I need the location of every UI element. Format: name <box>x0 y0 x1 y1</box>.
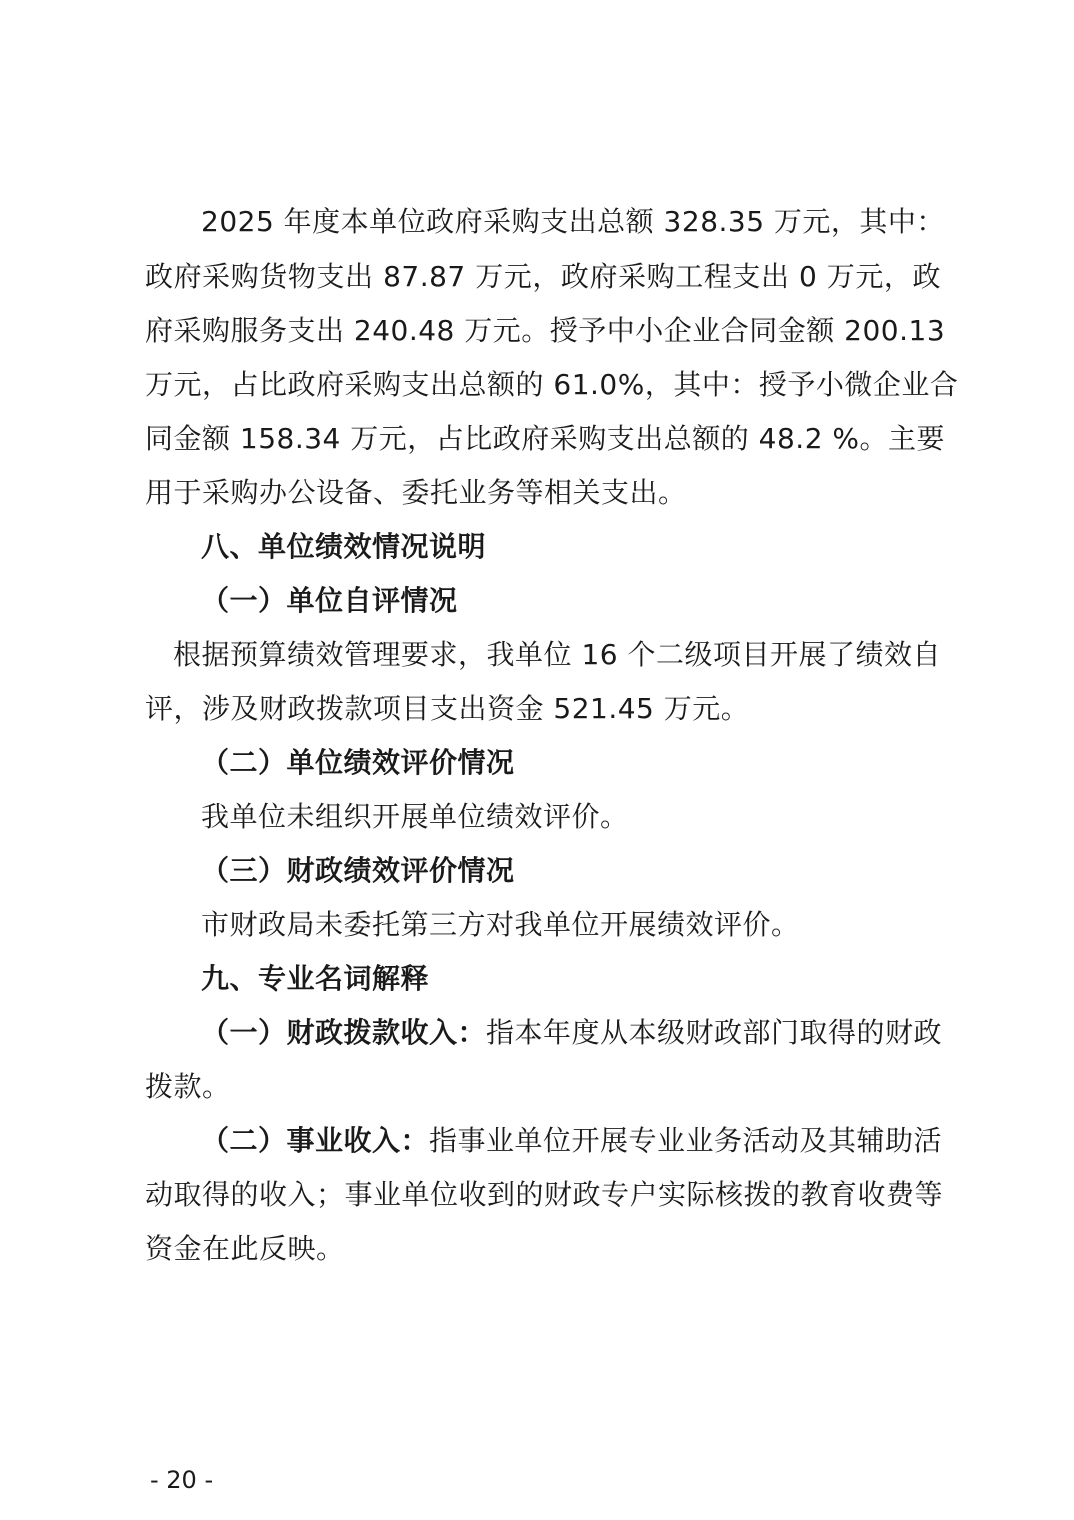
paragraph-line: 根据预算绩效管理要求，我单位 16 个二级项目开展了绩效自 <box>173 638 941 671</box>
paragraph-line: 府采购服务支出 240.48 万元。授予中小企业合同金额 200.13 <box>145 314 946 347</box>
paragraph-line: 政府采购货物支出 87.87 万元，政府采购工程支出 0 万元，政 <box>145 260 941 293</box>
term-label: （一）财政拨款收入： <box>201 1016 487 1049</box>
paragraph-line: 动取得的收入；事业单位收到的财政专户实际核拨的教育收费等 <box>145 1178 944 1211</box>
paragraph-line: 拨款。 <box>145 1070 231 1103</box>
term-definition-line <box>201 1123 941 1159</box>
term-text: 指本年度从本级财政部门取得的财政 <box>486 1016 943 1049</box>
paragraph-line: 2025 年度本单位政府采购支出总额 328.35 万元，其中： <box>201 205 945 238</box>
paragraph-line: 资金在此反映。 <box>145 1232 345 1265</box>
term-definition-line <box>201 1015 941 1051</box>
term-label: （二）事业收入： <box>201 1124 430 1157</box>
paragraph-line: 我单位未组织开展单位绩效评价。 <box>201 800 629 833</box>
paragraph-line: 同金额 158.34 万元，占比政府采购支出总额的 48.2 %。主要 <box>145 422 946 455</box>
section-heading: 八、单位绩效情况说明 <box>201 530 487 563</box>
section-heading: 九、专业名词解释 <box>201 962 430 995</box>
paragraph-line: 万元，占比政府采购支出总额的 61.0%，其中：授予小微企业合 <box>145 368 959 401</box>
paragraph-line: 评，涉及财政拨款项目支出资金 521.45 万元。 <box>145 692 750 725</box>
subsection-heading: （一）单位自评情况 <box>201 584 458 617</box>
subsection-heading: （三）财政绩效评价情况 <box>201 854 515 887</box>
paragraph-line: 市财政局未委托第三方对我单位开展绩效评价。 <box>201 908 800 941</box>
page-number: - 20 - <box>150 1466 214 1494</box>
subsection-heading: （二）单位绩效评价情况 <box>201 746 515 779</box>
term-text: 指事业单位开展专业业务活动及其辅助活 <box>429 1124 943 1157</box>
paragraph-line: 用于采购办公设备、委托业务等相关支出。 <box>145 476 687 509</box>
